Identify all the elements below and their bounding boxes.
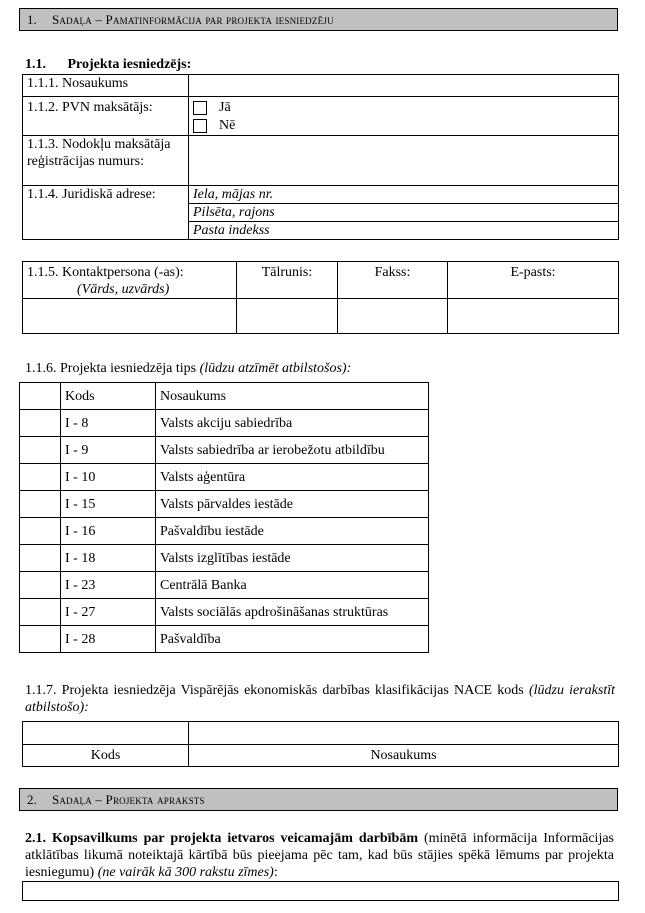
subsection-1-1-heading [25, 57, 191, 73]
section-1-header [19, 8, 618, 31]
summary-intro [25, 830, 614, 881]
summary-heading: 2.1. Kopsavilkums par projekta ietvaros veicamajām darbībām [25, 831, 418, 846]
section-2-header [19, 788, 618, 811]
type-select-cell[interactable] [20, 464, 61, 491]
summary-hint: (ne vairāk kā 300 rakstu zīmes) [97, 865, 274, 880]
type-row [20, 437, 429, 464]
address-label: 1.1.4. Juridiskā adrese: [23, 186, 189, 240]
type-select-cell[interactable] [20, 437, 61, 464]
contact-person-hint: (Vārds, uzvārds) [77, 282, 170, 297]
type-select-cell[interactable] [20, 410, 61, 437]
type-row [20, 410, 429, 437]
section-2-number: 2. [27, 792, 37, 807]
type-code: I - 18 [61, 545, 156, 572]
contact-person-field[interactable] [23, 299, 237, 334]
type-name: Valsts pārvaldes iestāde [156, 491, 429, 518]
type-select-cell[interactable] [20, 599, 61, 626]
nace-name-field[interactable] [189, 722, 619, 745]
applicant-info-table [22, 74, 619, 240]
applicant-type-hint: (lūdzu atzīmēt atbilstošos): [199, 361, 352, 376]
phone-label: Tālrunis: [237, 262, 338, 299]
type-name: Pašvaldību iestāde [156, 518, 429, 545]
type-row [20, 491, 429, 518]
address-street-field[interactable]: Iela, mājas nr. [189, 186, 619, 204]
name-label: 1.1.1. Nosaukums [23, 75, 189, 97]
section-2-title: Sadaļa – Projekta apraksts [52, 792, 205, 807]
type-code: I - 10 [61, 464, 156, 491]
vat-no-checkbox[interactable] [193, 119, 207, 133]
type-select-cell[interactable] [20, 491, 61, 518]
nace-name-label: Nosaukums [189, 745, 619, 767]
applicant-type-table [19, 382, 429, 653]
type-row [20, 626, 429, 653]
nace-intro [25, 682, 615, 716]
contact-person-header [23, 262, 237, 299]
type-checkbox-header [20, 383, 61, 410]
email-field[interactable] [448, 299, 619, 334]
type-code-header: Kods [61, 383, 156, 410]
summary-text: (minētā informācija Informācijas atklātības likumā noteiktajā kārtībā būs pieejama pēc tam, kad būs stājies spēkā lēmums par projekta iesniegumu) [25, 831, 615, 880]
type-name: Valsts aģentūra [156, 464, 429, 491]
type-select-cell[interactable] [20, 626, 61, 653]
subsection-1-1-title: Projekta iesniedzējs: [67, 57, 192, 72]
tax-number-field[interactable] [189, 136, 619, 186]
contact-table [22, 261, 619, 334]
type-row [20, 599, 429, 626]
address-postal-field[interactable]: Pasta indekss [189, 222, 619, 240]
type-code: I - 8 [61, 410, 156, 437]
type-name: Valsts sociālās apdrošināšanas struktūras [156, 599, 429, 626]
type-code: I - 9 [61, 437, 156, 464]
section-1-number: 1. [27, 12, 37, 27]
vat-options [189, 97, 619, 136]
type-select-cell[interactable] [20, 518, 61, 545]
nace-hint: (lūdzu ierakstīt atbilstošo): [25, 683, 616, 715]
nace-table [22, 721, 619, 767]
summary-field[interactable] [22, 881, 619, 901]
fax-field[interactable] [338, 299, 448, 334]
summary-colon: : [273, 865, 278, 880]
type-name: Centrālā Banka [156, 572, 429, 599]
type-select-cell[interactable] [20, 572, 61, 599]
contact-person-label: 1.1.5. Kontaktpersona (-as): [27, 265, 184, 280]
type-code: I - 16 [61, 518, 156, 545]
vat-yes-checkbox[interactable] [193, 101, 207, 115]
type-name: Valsts akciju sabiedrība [156, 410, 429, 437]
applicant-type-label: 1.1.6. Projekta iesniedzēja tips [25, 361, 197, 376]
type-name: Pašvaldība [156, 626, 429, 653]
type-name: Valsts izglītības iestāde [156, 545, 429, 572]
tax-number-label: 1.1.3. Nodokļu maksātāja reģistrācijas numurs: [23, 136, 189, 186]
type-row [20, 464, 429, 491]
type-code: I - 28 [61, 626, 156, 653]
nace-code-field[interactable] [23, 722, 189, 745]
type-row [20, 572, 429, 599]
type-row [20, 518, 429, 545]
vat-yes-label: Jā [219, 100, 231, 115]
name-field[interactable] [189, 75, 619, 97]
nace-label: 1.1.7. Projekta iesniedzēja Vispārējās ekonomiskās darbības klasifikācijas NACE kods [25, 683, 524, 698]
type-name-header: Nosaukums [156, 383, 429, 410]
vat-no-label: Nē [219, 118, 236, 133]
type-code: I - 27 [61, 599, 156, 626]
nace-code-label: Kods [23, 745, 189, 767]
type-code: I - 23 [61, 572, 156, 599]
phone-field[interactable] [237, 299, 338, 334]
subsection-1-1-number: 1.1. [25, 57, 46, 72]
vat-label: 1.1.2. PVN maksātājs: [23, 97, 189, 136]
fax-label: Fakss: [338, 262, 448, 299]
section-1-title: Sadaļa – Pamatinformācija par projekta iesniedzēju [52, 12, 334, 27]
type-select-cell[interactable] [20, 545, 61, 572]
type-name: Valsts sabiedrība ar ierobežotu atbildību [156, 437, 429, 464]
type-row [20, 545, 429, 572]
applicant-type-intro [25, 361, 351, 377]
type-code: I - 15 [61, 491, 156, 518]
address-city-field[interactable]: Pilsēta, rajons [189, 204, 619, 222]
email-label: E-pasts: [448, 262, 619, 299]
